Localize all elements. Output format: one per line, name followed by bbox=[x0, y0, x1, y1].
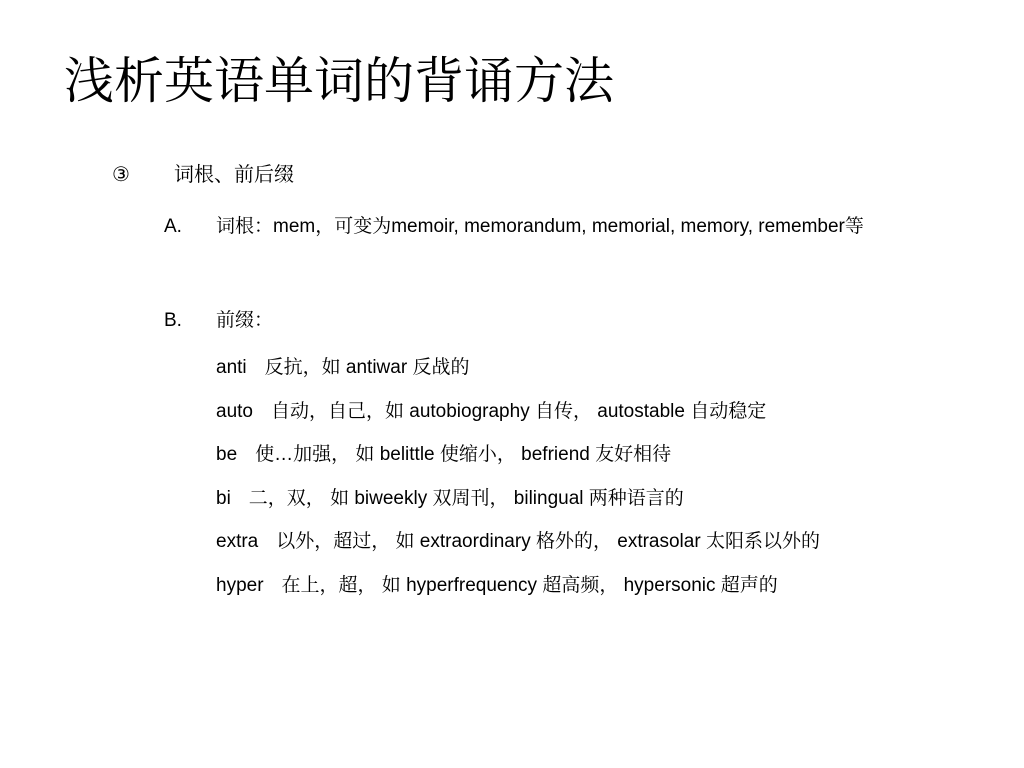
slide-title: 浅析英语单词的背诵方法 bbox=[64, 52, 614, 110]
prefix-term: bi bbox=[216, 487, 231, 509]
prefix-description: 二，双， 如 biweekly 双周刊， bilingual 两种语言的 bbox=[248, 487, 684, 509]
item-a-marker: A. bbox=[164, 216, 182, 237]
prefix-list bbox=[216, 353, 820, 615]
item-a-text: 词根：mem，可变为memoir, memorandum, memorial, memory, remember等 bbox=[216, 216, 864, 237]
prefix-term: anti bbox=[216, 357, 247, 378]
prefix-item bbox=[216, 353, 820, 397]
section-heading-text: 词根、前后缀 bbox=[174, 164, 294, 186]
section-marker: ③ bbox=[112, 164, 130, 186]
item-b-marker: B. bbox=[164, 310, 182, 331]
prefix-item bbox=[216, 484, 820, 528]
section-heading bbox=[112, 160, 294, 190]
prefix-term: be bbox=[216, 444, 238, 466]
prefix-description: 自动，自己，如 autobiography 自传， autostable 自动稳定 bbox=[270, 400, 767, 422]
prefix-term: hyper bbox=[216, 574, 264, 596]
prefix-description: 使…加强， 如 belittle 使缩小， befriend 友好相待 bbox=[255, 444, 672, 466]
prefix-item bbox=[216, 527, 820, 571]
prefix-description: 反抗，如 antiwar 反战的 bbox=[264, 357, 470, 378]
prefix-item bbox=[216, 440, 820, 484]
item-b-text: 前缀： bbox=[216, 310, 274, 331]
prefix-description: 以外，超过， 如 extraordinary 格外的， extrasolar 太阳系以外的 bbox=[276, 531, 820, 553]
prefix-item bbox=[216, 397, 820, 441]
prefix-term: auto bbox=[216, 400, 253, 422]
prefix-description: 在上，超， 如 hyperfrequency 超高频， hypersonic 超声的 bbox=[281, 574, 778, 596]
prefix-term: extra bbox=[216, 531, 259, 553]
prefix-item bbox=[216, 571, 820, 615]
